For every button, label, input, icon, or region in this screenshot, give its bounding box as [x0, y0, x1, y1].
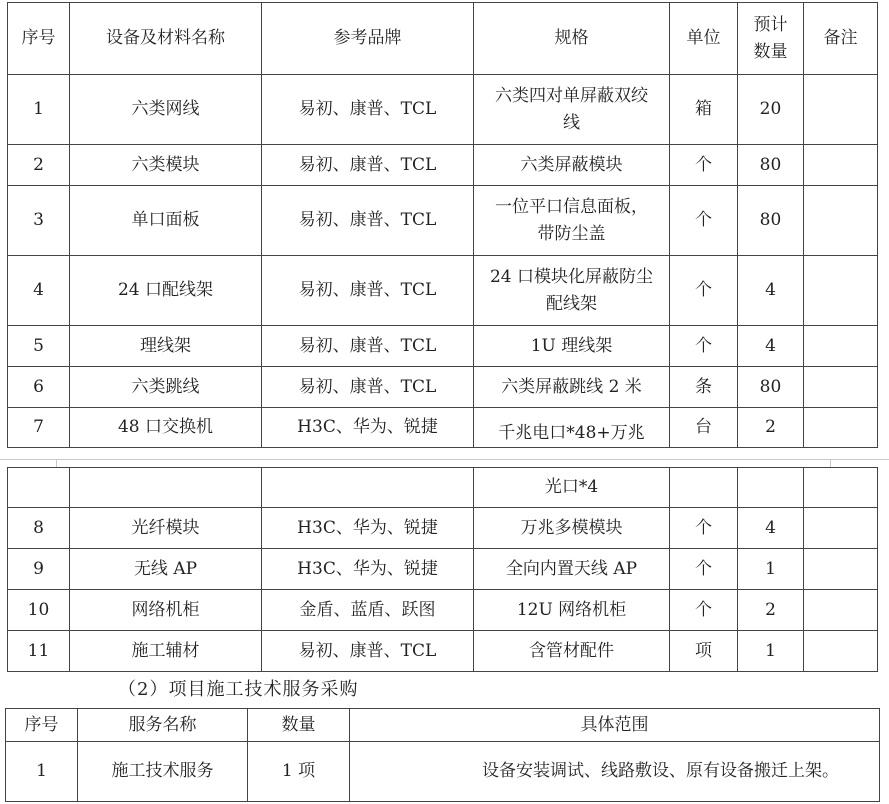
cell-no: 7	[8, 408, 70, 448]
cell-no	[8, 468, 70, 508]
cell-brand: 易初、康普、TCL	[262, 367, 474, 408]
cell-no: 2	[8, 145, 70, 186]
cell-qty: 80	[738, 367, 804, 408]
cell-no: 1	[6, 742, 78, 802]
cell-spec: 六类四对单屏蔽双绞线	[474, 75, 670, 145]
cell-spec: 六类屏蔽跳线 2 米	[474, 367, 670, 408]
cell-qty: 1	[738, 631, 804, 672]
cell-qty	[738, 468, 804, 508]
cell-spec: 含管材配件	[474, 631, 670, 672]
cell-no: 6	[8, 367, 70, 408]
continuation-row	[8, 468, 878, 508]
cell-scope: 设备安装调试、线路敷设、原有设备搬迁上架。	[350, 742, 880, 802]
cell-no: 11	[8, 631, 70, 672]
cell-brand: H3C、华为、锐捷	[262, 408, 474, 448]
table-row	[8, 256, 878, 326]
equipment-table-page1	[7, 2, 878, 448]
cell-qty: 20	[738, 75, 804, 145]
header-spec: 规格	[474, 3, 670, 75]
cell-unit: 台	[670, 408, 738, 448]
cell-no: 10	[8, 590, 70, 631]
cell-qty: 2	[738, 408, 804, 448]
cell-unit: 个	[670, 508, 738, 549]
header-service-name: 服务名称	[78, 709, 248, 742]
section-title: （2）项目施工技术服务采购	[118, 679, 359, 700]
cell-name: 施工辅材	[70, 631, 262, 672]
cell-name	[70, 468, 262, 508]
table-row	[8, 408, 878, 448]
cell-no: 9	[8, 549, 70, 590]
cell-name: 理线架	[70, 326, 262, 367]
cell-note	[804, 186, 878, 256]
cell-spec: 24 口模块化屏蔽防尘配线架	[474, 256, 670, 326]
cell-no: 8	[8, 508, 70, 549]
cell-note	[804, 590, 878, 631]
cell-note	[804, 508, 878, 549]
cell-service-name: 施工技术服务	[78, 742, 248, 802]
cell-note	[804, 408, 878, 448]
cell-name: 单口面板	[70, 186, 262, 256]
cell-spec: 全向内置天线 AP	[474, 549, 670, 590]
cell-unit: 个	[670, 590, 738, 631]
cell-name: 网络机柜	[70, 590, 262, 631]
cell-qty: 80	[738, 145, 804, 186]
page-break-notch	[56, 459, 57, 467]
cell-brand	[262, 468, 474, 508]
cell-unit: 个	[670, 256, 738, 326]
cell-unit: 项	[670, 631, 738, 672]
cell-note	[804, 367, 878, 408]
cell-brand: H3C、华为、锐捷	[262, 549, 474, 590]
cell-spec: 千兆电口*48+万兆	[474, 408, 670, 448]
cell-note	[804, 75, 878, 145]
table-row	[8, 631, 878, 672]
cell-spec: 1U 理线架	[474, 326, 670, 367]
header-brand: 参考品牌	[262, 3, 474, 75]
cell-spec: 六类屏蔽模块	[474, 145, 670, 186]
cell-qty: 80	[738, 186, 804, 256]
cell-spec: 万兆多模模块	[474, 508, 670, 549]
cell-qty: 1 项	[248, 742, 350, 802]
header-qty: 数量	[248, 709, 350, 742]
header-row	[6, 709, 880, 742]
cell-brand: 易初、康普、TCL	[262, 631, 474, 672]
table-row	[8, 145, 878, 186]
cell-spec: 12U 网络机柜	[474, 590, 670, 631]
table-row	[8, 75, 878, 145]
cell-qty: 2	[738, 590, 804, 631]
equipment-table-page2	[7, 467, 878, 672]
cell-note	[804, 631, 878, 672]
cell-brand: 易初、康普、TCL	[262, 186, 474, 256]
cell-unit: 个	[670, 186, 738, 256]
cell-no: 3	[8, 186, 70, 256]
table-row	[8, 326, 878, 367]
cell-spec: 一位平口信息面板，带防尘盖	[474, 186, 670, 256]
cell-note	[804, 549, 878, 590]
cell-qty: 1	[738, 549, 804, 590]
cell-spec: 光口*4	[474, 468, 670, 508]
header-no: 序号	[8, 3, 70, 75]
header-note: 备注	[804, 3, 878, 75]
cell-no: 4	[8, 256, 70, 326]
cell-name: 48 口交换机	[70, 408, 262, 448]
cell-brand: 易初、康普、TCL	[262, 326, 474, 367]
cell-brand: H3C、华为、锐捷	[262, 508, 474, 549]
cell-note	[804, 326, 878, 367]
cell-brand: 易初、康普、TCL	[262, 256, 474, 326]
table-row	[8, 367, 878, 408]
table-row	[8, 508, 878, 549]
cell-unit: 个	[670, 145, 738, 186]
cell-unit: 条	[670, 367, 738, 408]
cell-brand: 易初、康普、TCL	[262, 145, 474, 186]
table-row	[8, 186, 878, 256]
cell-name: 六类跳线	[70, 367, 262, 408]
page-break-line	[0, 459, 889, 460]
cell-brand: 易初、康普、TCL	[262, 75, 474, 145]
cell-brand: 金盾、蓝盾、跃图	[262, 590, 474, 631]
cell-note	[804, 468, 878, 508]
cell-unit	[670, 468, 738, 508]
cell-name: 光纤模块	[70, 508, 262, 549]
cell-unit: 个	[670, 549, 738, 590]
header-name: 设备及材料名称	[70, 3, 262, 75]
cell-note	[804, 256, 878, 326]
cell-name: 无线 AP	[70, 549, 262, 590]
header-no: 序号	[6, 709, 78, 742]
page-break-notch	[830, 459, 831, 467]
header-scope: 具体范围	[350, 709, 880, 742]
header-unit: 单位	[670, 3, 738, 75]
cell-unit: 个	[670, 326, 738, 367]
cell-qty: 4	[738, 326, 804, 367]
cell-name: 六类模块	[70, 145, 262, 186]
header-row	[8, 3, 878, 75]
cell-note	[804, 145, 878, 186]
cell-name: 六类网线	[70, 75, 262, 145]
service-table	[5, 708, 880, 802]
cell-unit: 箱	[670, 75, 738, 145]
table-row	[8, 549, 878, 590]
cell-qty: 4	[738, 256, 804, 326]
table-row	[8, 590, 878, 631]
cell-qty: 4	[738, 508, 804, 549]
cell-no: 5	[8, 326, 70, 367]
table-row	[6, 742, 880, 802]
cell-name: 24 口配线架	[70, 256, 262, 326]
header-qty: 预计 数量	[738, 3, 804, 75]
cell-no: 1	[8, 75, 70, 145]
